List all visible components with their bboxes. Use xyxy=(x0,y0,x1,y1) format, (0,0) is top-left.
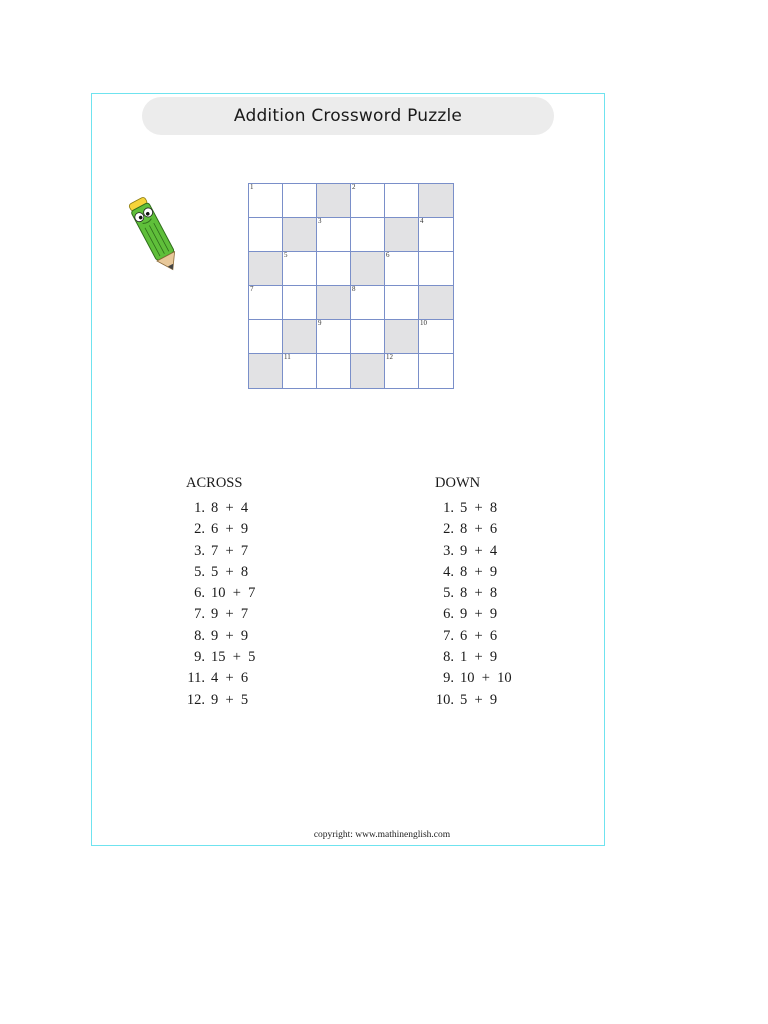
clue-expression: 9 + 9 xyxy=(460,606,498,623)
clue-number: 12. xyxy=(186,691,205,708)
clue-number: 4. xyxy=(443,563,454,580)
clue-number: 2. xyxy=(194,521,205,538)
clue-number: 9. xyxy=(443,670,454,687)
grid-cell[interactable] xyxy=(385,354,419,388)
clue-number: 11. xyxy=(187,670,205,687)
down-clue xyxy=(428,604,512,625)
grid-cell[interactable] xyxy=(317,354,351,388)
grid-cell[interactable] xyxy=(249,252,283,286)
clue-number: 3. xyxy=(443,542,454,559)
clue-number: 6 xyxy=(386,251,390,259)
grid-cell[interactable] xyxy=(419,218,453,252)
clue-expression: 8 + 9 xyxy=(460,563,498,580)
down-clue xyxy=(428,647,512,668)
across-clues xyxy=(179,474,255,711)
clue-expression: 10 + 7 xyxy=(211,585,256,602)
grid-cell[interactable] xyxy=(283,320,317,354)
grid-cell[interactable] xyxy=(419,252,453,286)
clue-number: 4 xyxy=(420,217,424,225)
grid-cell[interactable] xyxy=(283,184,317,218)
copyright-text: copyright: www.mathinenglish.com xyxy=(313,830,451,840)
across-clue xyxy=(179,604,255,625)
grid-cell[interactable] xyxy=(283,286,317,320)
grid-cell[interactable] xyxy=(385,252,419,286)
grid-cell[interactable] xyxy=(317,184,351,218)
clue-number: 1. xyxy=(194,500,205,516)
grid-cell[interactable] xyxy=(351,218,385,252)
grid-cell[interactable] xyxy=(317,252,351,286)
clue-number: 5. xyxy=(194,563,205,580)
clue-number: 9. xyxy=(194,649,205,666)
grid-cell[interactable] xyxy=(419,184,453,218)
clue-expression: 9 + 7 xyxy=(211,606,249,623)
clue-expression: 9 + 9 xyxy=(211,627,249,644)
clue-expression: 4 + 6 xyxy=(211,670,249,687)
clue-expression: 8 + 4 xyxy=(211,500,249,516)
across-clue xyxy=(179,583,255,604)
grid-cell[interactable] xyxy=(249,218,283,252)
down-clue xyxy=(428,519,512,540)
clue-number: 2 xyxy=(352,183,356,191)
clue-number: 8. xyxy=(194,627,205,644)
grid-cell[interactable] xyxy=(249,320,283,354)
clue-number: 6. xyxy=(194,585,205,602)
grid-cell[interactable] xyxy=(283,218,317,252)
clue-expression: 15 + 5 xyxy=(211,649,256,666)
down-clue xyxy=(428,690,512,711)
grid-cell[interactable] xyxy=(351,354,385,388)
grid-cell[interactable] xyxy=(249,184,283,218)
grid-cell[interactable] xyxy=(351,252,385,286)
clue-number: 5. xyxy=(443,585,454,602)
worksheet-page xyxy=(91,93,605,846)
clue-expression: 7 + 7 xyxy=(211,542,249,559)
grid-cell[interactable] xyxy=(283,252,317,286)
down-clue xyxy=(428,626,512,647)
down-clue xyxy=(428,498,512,519)
grid-cell[interactable] xyxy=(249,354,283,388)
grid-cell[interactable] xyxy=(419,320,453,354)
clue-expression: 5 + 8 xyxy=(460,500,498,516)
clue-number: 7 xyxy=(250,285,254,293)
clue-expression: 8 + 6 xyxy=(460,521,498,538)
down-clue-list xyxy=(428,498,512,711)
across-clue xyxy=(179,498,255,519)
clue-number: 10. xyxy=(435,691,454,708)
grid-cell[interactable] xyxy=(351,320,385,354)
clue-number: 7. xyxy=(194,606,205,623)
down-clues xyxy=(428,474,512,711)
clue-number: 1 xyxy=(250,183,254,191)
down-clue xyxy=(428,541,512,562)
pencil-mascot-icon xyxy=(120,190,190,282)
clue-number: 12 xyxy=(386,353,393,361)
clue-expression: 9 + 5 xyxy=(211,691,249,708)
clue-number: 7. xyxy=(443,627,454,644)
clue-expression: 1 + 9 xyxy=(460,649,498,666)
clue-number: 8 xyxy=(352,285,356,293)
clue-expression: 10 + 10 xyxy=(460,670,512,687)
grid-cell[interactable] xyxy=(249,286,283,320)
grid-cell[interactable] xyxy=(385,320,419,354)
clue-expression: 5 + 8 xyxy=(211,563,249,580)
across-clue xyxy=(179,626,255,647)
across-clue xyxy=(179,562,255,583)
grid-cell[interactable] xyxy=(283,354,317,388)
down-clue xyxy=(428,583,512,604)
clue-expression: 8 + 8 xyxy=(460,585,498,602)
clue-expression: 5 + 9 xyxy=(460,691,498,708)
clue-number: 2. xyxy=(443,521,454,538)
clue-number: 11 xyxy=(284,353,291,361)
across-clue xyxy=(179,690,255,711)
grid-cell[interactable] xyxy=(317,320,351,354)
clue-number: 3 xyxy=(318,217,322,225)
across-clue xyxy=(179,647,255,668)
grid-cell[interactable] xyxy=(419,354,453,388)
crossword-grid xyxy=(248,183,454,389)
across-clue xyxy=(179,541,255,562)
across-heading: ACROSS xyxy=(186,475,243,491)
grid-cell[interactable] xyxy=(385,184,419,218)
grid-cell[interactable] xyxy=(351,184,385,218)
grid-cell[interactable] xyxy=(385,286,419,320)
clue-number: 3. xyxy=(194,542,205,559)
down-heading: DOWN xyxy=(435,475,481,491)
grid-cell[interactable] xyxy=(317,286,351,320)
grid-cell[interactable] xyxy=(419,286,453,320)
grid-cell[interactable] xyxy=(351,286,385,320)
clue-number: 1. xyxy=(443,500,454,516)
clue-number: 8. xyxy=(443,649,454,666)
down-clue xyxy=(428,668,512,689)
across-clue-list xyxy=(179,498,255,711)
clue-number: 10 xyxy=(420,319,427,327)
clue-number: 6. xyxy=(443,606,454,623)
down-clue xyxy=(428,562,512,583)
grid-cell[interactable] xyxy=(317,218,351,252)
clue-expression: 9 + 4 xyxy=(460,542,498,559)
grid-cell[interactable] xyxy=(385,218,419,252)
clue-number: 5 xyxy=(284,251,288,259)
across-clue xyxy=(179,668,255,689)
clue-number: 9 xyxy=(318,319,322,327)
clue-expression: 6 + 9 xyxy=(211,521,249,538)
across-clue xyxy=(179,519,255,540)
page-title: Addition Crossword Puzzle xyxy=(142,97,554,135)
clue-expression: 6 + 6 xyxy=(460,627,498,644)
